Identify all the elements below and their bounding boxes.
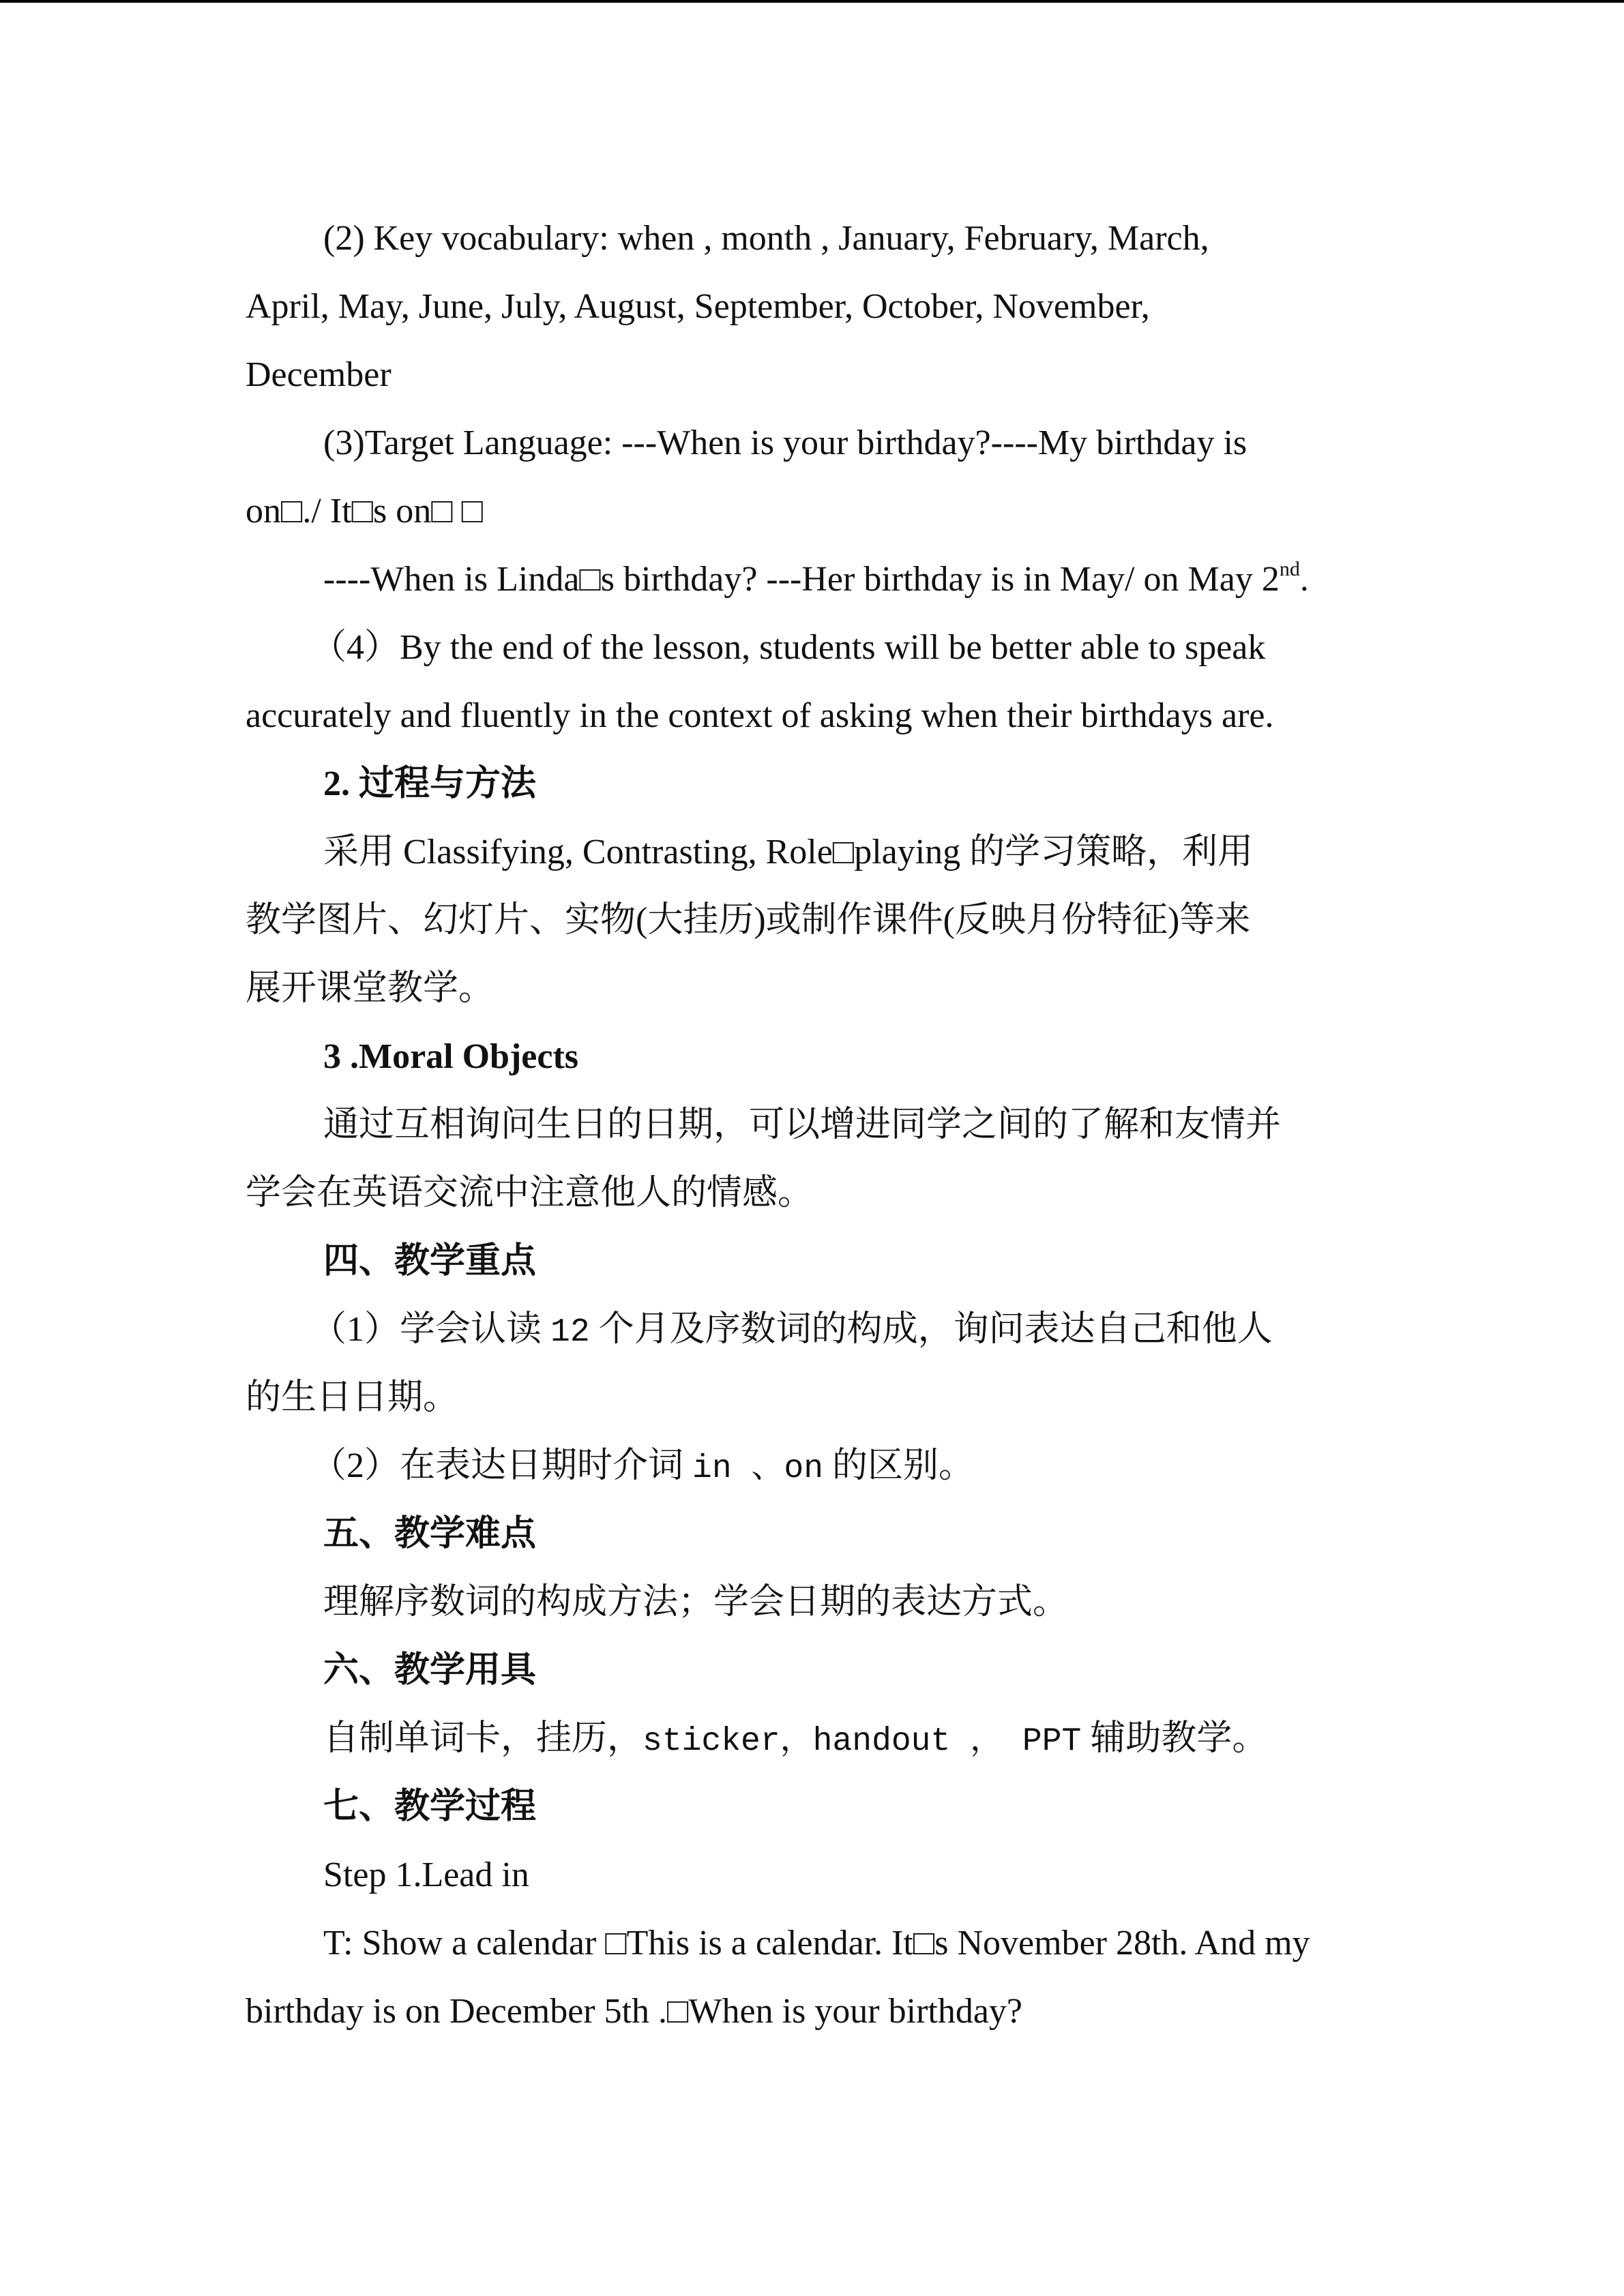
vocab-line-1: (2) Key vocabulary: when , month , January, February, March,: [323, 219, 1209, 258]
moral-heading: 3 .Moral Objects: [323, 1037, 579, 1076]
vocab-line-2: April, May, June, July, August, September, October, November,: [246, 287, 1150, 326]
key-points-line-3: [246, 1432, 1391, 1500]
document-page: [246, 205, 1391, 2046]
procedure-heading: 七、教学过程: [323, 1787, 537, 1826]
goal-line-1: （4）By the end of the lesson, students will be better able to speak: [311, 628, 1266, 667]
process-line-1-a: 采用: [323, 833, 404, 871]
target-line-2: on□./ It□s on□ □: [246, 492, 484, 531]
target-line-3-text: ----When is Linda□s birthday? ---Her birthday is in May/ on May 2: [323, 560, 1280, 599]
difficulties-line-1: 理解序数词的构成方法；学会日期的表达方式。: [323, 1583, 1069, 1622]
key-points-line-3-b: in 、on: [692, 1450, 824, 1487]
target-line-3: [246, 546, 1391, 614]
tools-line-1: [246, 1705, 1391, 1773]
key-points-line-1-b: 12: [550, 1314, 590, 1351]
key-points-line-3-c: 的区别。: [823, 1446, 975, 1485]
moral-line-1: 通过互相询问生日的日期，可以增进同学之间的了解和友情并: [323, 1105, 1282, 1144]
tools-line-1-b: sticker，handout ， PPT: [643, 1723, 1082, 1760]
process-line-1: [246, 818, 1391, 886]
difficulties-heading: 五、教学难点: [323, 1515, 537, 1553]
key-points-line-1-a: （1）学会认读: [311, 1310, 551, 1349]
process-line-2: 教学图片、幻灯片、实物(大挂历)或制作课件(反映月份特征)等来: [246, 901, 1251, 940]
key-points-heading: 四、教学重点: [323, 1242, 537, 1281]
key-points-line-1: [246, 1296, 1391, 1364]
process-line-1-b: Classifying, Contrasting, Role□playing: [403, 833, 961, 871]
key-points-line-2: 的生日日期。: [246, 1378, 459, 1417]
tools-line-1-a: 自制单词卡，挂历，: [323, 1719, 643, 1758]
key-points-line-1-c: 个月及序数词的构成，询问表达自己和他人: [589, 1310, 1273, 1349]
process-line-3: 展开课堂教学。: [246, 969, 494, 1008]
process-line-1-c: 的学习策略，利用: [960, 833, 1254, 871]
target-line-1: (3)Target Language: ---When is your birthday?----My birthday is: [323, 423, 1247, 462]
process-heading: 2. 过程与方法: [323, 764, 537, 803]
procedure-line-1: T: Show a calendar □This is a calendar. It□s November 28th. And my: [323, 1924, 1310, 1963]
vocab-line-3: December: [246, 355, 392, 394]
key-points-line-3-a: （2）在表达日期时介词: [311, 1446, 693, 1485]
procedure-step: Step 1.Lead in: [323, 1855, 529, 1894]
tools-heading: 六、教学用具: [323, 1651, 537, 1690]
page-top-border: [0, 0, 1624, 3]
target-line-3-end: .: [1299, 560, 1309, 599]
goal-line-2: accurately and fluently in the context of asking when their birthdays are.: [246, 696, 1274, 735]
moral-line-2: 学会在英语交流中注意他人的情感。: [246, 1174, 814, 1212]
tools-line-1-c: 辅助教学。: [1081, 1719, 1268, 1758]
ordinal-suffix: nd: [1279, 558, 1300, 580]
procedure-line-2: birthday is on December 5th .□When is your birthday?: [246, 1992, 1022, 2031]
